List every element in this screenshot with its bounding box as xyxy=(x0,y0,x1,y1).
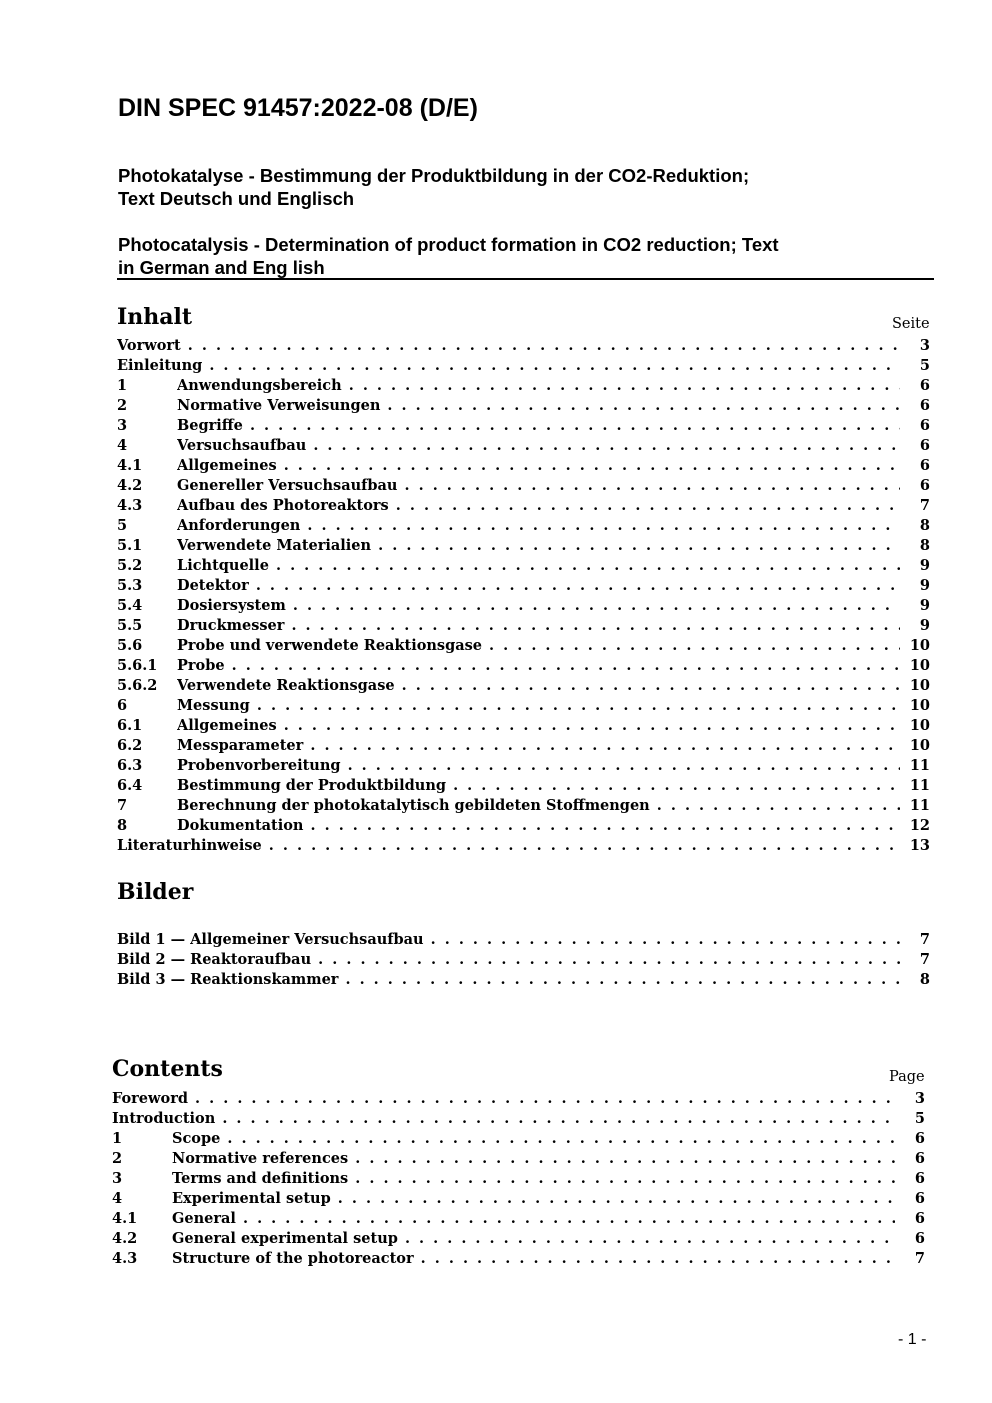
toc-entry-number: 1 xyxy=(112,1130,123,1147)
toc-entry-page: 10 xyxy=(909,657,930,674)
toc-entry-label: Anforderungen . . . xyxy=(177,516,900,536)
toc-entry-number: 1 xyxy=(117,377,128,394)
toc-entry-number: 5.2 xyxy=(117,557,143,574)
toc-entry-number: 2 xyxy=(117,397,128,414)
toc-entry-label: General experimental setup . . . xyxy=(172,1229,895,1249)
toc-entry-page: 9 xyxy=(919,577,930,594)
document-id: DIN SPEC 91457:2022-08 (D/E) xyxy=(118,94,478,122)
toc-entry-page: 11 xyxy=(909,757,930,774)
toc-entry-number: 5 xyxy=(117,517,128,534)
toc-entry-number: 6.1 xyxy=(117,717,143,734)
inhalt-entry[interactable] xyxy=(117,356,930,376)
toc-entry-number: 5.6.1 xyxy=(117,657,158,674)
toc-entry-number: 4.1 xyxy=(112,1210,138,1227)
toc-entry-number: 6.2 xyxy=(117,737,143,754)
toc-entry-page: 12 xyxy=(909,817,930,834)
toc-entry-number: 5.6 xyxy=(117,637,143,654)
toc-entry-number: 4 xyxy=(117,437,128,454)
inhalt-entry[interactable] xyxy=(117,656,930,676)
toc-entry-number: 7 xyxy=(117,797,128,814)
toc-entry-page: 3 xyxy=(919,337,930,354)
inhalt-entry[interactable] xyxy=(117,756,930,776)
toc-entry-label: Messung . . . xyxy=(177,696,900,716)
toc-entry-number: 6.3 xyxy=(117,757,143,774)
toc-entry-page: 8 xyxy=(919,517,930,534)
toc-entry-label: Aufbau des Photoreaktors . . . xyxy=(177,496,900,516)
toc-entry-page: 6 xyxy=(919,437,930,454)
inhalt-page-label: Seite xyxy=(892,316,930,332)
inhalt-entry[interactable] xyxy=(117,476,930,496)
toc-entry-number: 3 xyxy=(117,417,128,434)
title-divider xyxy=(117,278,934,280)
toc-entry-number: 8 xyxy=(117,817,128,834)
toc-entry-number: 4.1 xyxy=(117,457,143,474)
inhalt-entry[interactable] xyxy=(117,456,930,476)
toc-entry-page: 9 xyxy=(919,557,930,574)
toc-entry-label: Versuchsaufbau . . . xyxy=(177,436,900,456)
toc-entry-page: 7 xyxy=(919,951,930,968)
toc-entry-page: 6 xyxy=(919,477,930,494)
toc-entry-number: 4.3 xyxy=(112,1250,138,1267)
toc-entry-page: 7 xyxy=(914,1250,925,1267)
contents-entry[interactable] xyxy=(112,1129,925,1149)
toc-entry-page: 5 xyxy=(914,1110,925,1127)
title-english xyxy=(118,233,779,279)
inhalt-entry[interactable] xyxy=(117,596,930,616)
contents-entry[interactable] xyxy=(112,1189,925,1209)
toc-entry-page: 5 xyxy=(919,357,930,374)
toc-entry-page: 11 xyxy=(909,777,930,794)
toc-entry-page: 6 xyxy=(914,1170,925,1187)
inhalt-entry[interactable] xyxy=(117,396,930,416)
toc-entry-page: 10 xyxy=(909,677,930,694)
toc-entry-page: 3 xyxy=(914,1090,925,1107)
toc-entry-label: Verwendete Reaktionsgase . . . xyxy=(177,676,900,696)
toc-entry-page: 6 xyxy=(914,1130,925,1147)
contents-entry[interactable] xyxy=(112,1109,925,1129)
toc-entry-page: 13 xyxy=(909,837,930,854)
toc-entry-label: Normative references . . . xyxy=(172,1149,895,1169)
toc-entry-label: Terms and definitions . . . xyxy=(172,1169,895,1189)
toc-entry-number: 4.2 xyxy=(117,477,143,494)
bilder-heading: Bilder xyxy=(117,879,194,905)
contents-page-label: Page xyxy=(889,1069,925,1085)
toc-entry-number: 4.2 xyxy=(112,1230,138,1247)
inhalt-entry[interactable] xyxy=(117,816,930,836)
bilder-entry[interactable] xyxy=(117,930,930,950)
toc-entry-label: Foreword . . . xyxy=(112,1089,895,1109)
toc-entry-label: Detektor . . . xyxy=(177,576,900,596)
toc-entry-number: 3 xyxy=(112,1170,123,1187)
title-german-line-1: Photokatalyse - Bestimmung der Produktbildung in der CO2-Reduktion; xyxy=(118,165,750,186)
inhalt-entry[interactable] xyxy=(117,696,930,716)
toc-entry-label: Experimental setup . . . xyxy=(172,1189,895,1209)
toc-entry-label: Lichtquelle . . . xyxy=(177,556,900,576)
toc-entry-label: Allgemeines . . . xyxy=(177,456,900,476)
contents-heading: Contents xyxy=(112,1056,223,1082)
toc-entry-number: 4.3 xyxy=(117,497,143,514)
bilder-toc xyxy=(117,930,930,990)
toc-entry-label: Vorwort . . . xyxy=(117,336,900,356)
toc-entry-label: Bild 1 — Allgemeiner Versuchsaufbau . . . xyxy=(117,930,900,950)
inhalt-entry[interactable] xyxy=(117,736,930,756)
toc-entry-page: 6 xyxy=(919,397,930,414)
toc-entry-page: 10 xyxy=(909,717,930,734)
toc-entry-number: 4 xyxy=(112,1190,123,1207)
bilder-entry[interactable] xyxy=(117,950,930,970)
toc-entry-label: Einleitung . . . xyxy=(117,356,900,376)
toc-entry-label: Dokumentation . . . xyxy=(177,816,900,836)
toc-entry-page: 11 xyxy=(909,797,930,814)
toc-entry-label: General . . . xyxy=(172,1209,895,1229)
inhalt-entry[interactable] xyxy=(117,416,930,436)
toc-entry-label: Normative Verweisungen . . . xyxy=(177,396,900,416)
toc-entry-label: Dosiersystem . . . xyxy=(177,596,900,616)
inhalt-entry[interactable] xyxy=(117,436,930,456)
contents-entry[interactable] xyxy=(112,1089,925,1109)
inhalt-entry[interactable] xyxy=(117,516,930,536)
toc-entry-label: Probenvorbereitung . . . xyxy=(177,756,900,776)
toc-entry-label: Genereller Versuchsaufbau . . . xyxy=(177,476,900,496)
toc-entry-page: 10 xyxy=(909,737,930,754)
inhalt-toc xyxy=(117,336,930,856)
toc-entry-page: 6 xyxy=(914,1150,925,1167)
inhalt-entry[interactable] xyxy=(117,536,930,556)
toc-entry-label: Scope . . . xyxy=(172,1129,895,1149)
toc-entry-page: 9 xyxy=(919,597,930,614)
toc-entry-number: 2 xyxy=(112,1150,123,1167)
toc-entry-page: 10 xyxy=(909,637,930,654)
title-english-line-1: Photocatalysis - Determination of product formation in CO2 reduction; Text xyxy=(118,234,779,255)
inhalt-entry[interactable] xyxy=(117,636,930,656)
inhalt-entry[interactable] xyxy=(117,676,930,696)
contents-entry[interactable] xyxy=(112,1209,925,1229)
toc-entry-page: 7 xyxy=(919,931,930,948)
toc-entry-number: 5.3 xyxy=(117,577,143,594)
contents-entry[interactable] xyxy=(112,1149,925,1169)
toc-entry-label: Literaturhinweise . . . xyxy=(117,836,900,856)
inhalt-entry[interactable] xyxy=(117,616,930,636)
title-german xyxy=(118,164,749,210)
toc-entry-page: 6 xyxy=(919,377,930,394)
toc-entry-page: 6 xyxy=(919,417,930,434)
toc-entry-page: 6 xyxy=(914,1210,925,1227)
inhalt-entry[interactable] xyxy=(117,776,930,796)
contents-entry[interactable] xyxy=(112,1229,925,1249)
contents-toc xyxy=(112,1089,925,1269)
toc-entry-number: 5.1 xyxy=(117,537,143,554)
inhalt-entry[interactable] xyxy=(117,556,930,576)
toc-entry-label: Bild 2 — Reaktoraufbau . . . xyxy=(117,950,900,970)
toc-entry-page: 6 xyxy=(919,457,930,474)
inhalt-entry[interactable] xyxy=(117,336,930,356)
toc-entry-page: 8 xyxy=(919,537,930,554)
toc-entry-page: 6 xyxy=(914,1190,925,1207)
toc-entry-number: 6.4 xyxy=(117,777,143,794)
contents-entry[interactable] xyxy=(112,1169,925,1189)
toc-entry-page: 8 xyxy=(919,971,930,988)
toc-entry-label: Anwendungsbereich . . . xyxy=(177,376,900,396)
toc-entry-page: 6 xyxy=(914,1230,925,1247)
toc-entry-label: Allgemeines . . . xyxy=(177,716,900,736)
toc-entry-label: Bestimmung der Produktbildung . . . xyxy=(177,776,900,796)
toc-entry-label: Messparameter . . . xyxy=(177,736,900,756)
toc-entry-number: 5.6.2 xyxy=(117,677,158,694)
inhalt-entry[interactable] xyxy=(117,796,930,816)
toc-entry-label: Introduction . . . xyxy=(112,1109,895,1129)
bilder-entry[interactable] xyxy=(117,970,930,990)
toc-entry-label: Begriffe . . . xyxy=(177,416,900,436)
inhalt-entry[interactable] xyxy=(117,376,930,396)
inhalt-entry[interactable] xyxy=(117,716,930,736)
title-german-line-2: Text Deutsch und Englisch xyxy=(118,188,355,209)
toc-entry-page: 9 xyxy=(919,617,930,634)
toc-entry-page: 7 xyxy=(919,497,930,514)
toc-entry-label: Probe und verwendete Reaktionsgase . . . xyxy=(177,636,900,656)
toc-entry-label: Verwendete Materialien . . . xyxy=(177,536,900,556)
toc-entry-label: Structure of the photoreactor . . . xyxy=(172,1249,895,1269)
toc-entry-label: Druckmesser . . . xyxy=(177,616,900,636)
inhalt-entry[interactable] xyxy=(117,496,930,516)
inhalt-entry[interactable] xyxy=(117,576,930,596)
toc-entry-label: Probe . . . xyxy=(177,656,900,676)
contents-entry[interactable] xyxy=(112,1249,925,1269)
toc-entry-label: Bild 3 — Reaktionskammer . . . xyxy=(117,970,900,990)
title-english-line-2: in German and Eng lish xyxy=(118,257,325,278)
toc-entry-number: 5.5 xyxy=(117,617,143,634)
page-number: - 1 - xyxy=(898,1331,927,1348)
toc-entry-number: 5.4 xyxy=(117,597,143,614)
toc-entry-page: 10 xyxy=(909,697,930,714)
toc-entry-label: Berechnung der photokatalytisch gebildeten Stoffmengen . . . xyxy=(177,796,900,816)
inhalt-entry[interactable] xyxy=(117,836,930,856)
toc-entry-number: 6 xyxy=(117,697,128,714)
inhalt-heading: Inhalt xyxy=(117,304,193,330)
